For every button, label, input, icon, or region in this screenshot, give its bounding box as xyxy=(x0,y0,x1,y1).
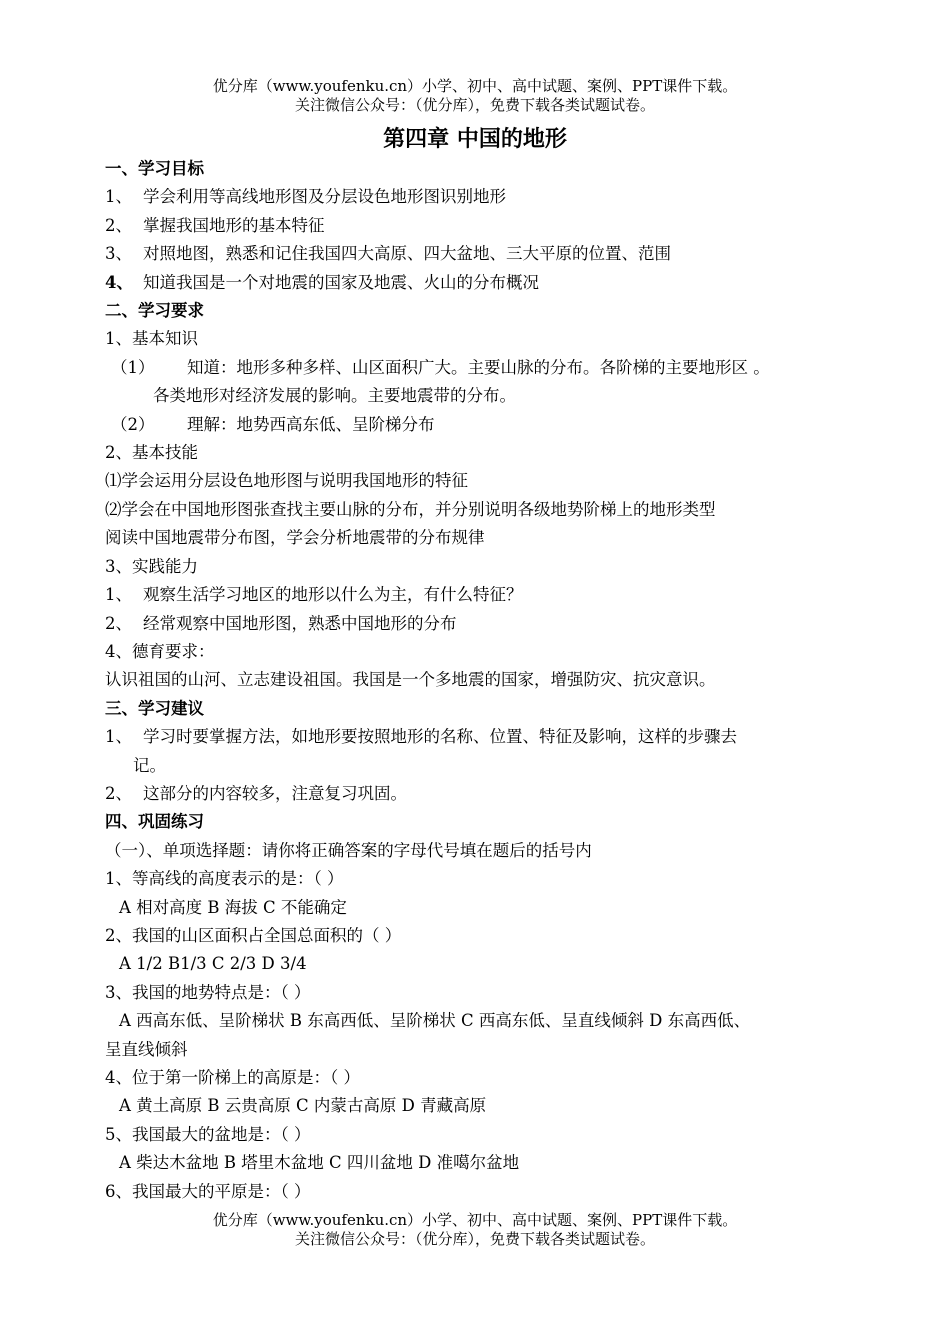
chapter-title: 第四章 中国的地形 xyxy=(383,126,567,152)
basic-knowledge-heading: 1、基本知识 xyxy=(105,329,198,349)
practice-item-1 xyxy=(105,581,865,609)
header-line-1: 优分库（www.youfenku.cn）小学、初中、高中试题、案例、PPT课件下载。 xyxy=(212,77,738,95)
suggestion-item-1 xyxy=(105,723,865,751)
practice-text: 经常观察中国地形图，熟悉中国地形的分布 xyxy=(143,613,457,633)
goal-item-1 xyxy=(105,183,865,211)
question-5-options: A 柴达木盆地 B 塔里木盆地 C 四川盆地 D 准噶尔盆地 xyxy=(119,1153,520,1173)
knowledge-item-1-cont: 各类地形对经济发展的影响。主要地震带的分布。 xyxy=(153,386,516,406)
question-1: 1、等高线的高度表示的是：（ ） xyxy=(105,869,344,889)
practice-num: 1、 xyxy=(105,585,132,605)
suggestion-num: 1、 xyxy=(105,727,132,747)
practice-item-2 xyxy=(105,610,865,638)
question-1-options: A 相对高度 B 海拔 C 不能确定 xyxy=(119,897,347,917)
question-4-options: A 黄土高原 B 云贵高原 C 内蒙古高原 D 青藏高原 xyxy=(119,1096,487,1116)
goal-text: 知道我国是一个对地震的国家及地震、火山的分布概况 xyxy=(143,272,539,292)
section-heading-suggestions: 三、学习建议 xyxy=(105,698,204,718)
page-header xyxy=(0,77,950,115)
practice-text: 观察生活学习地区的地形以什么为主，有什么特征？ xyxy=(143,585,523,605)
suggestion-num: 2、 xyxy=(105,783,132,803)
section-heading-goals: 一、学习目标 xyxy=(105,159,204,178)
section-heading-requirements: 二、学习要求 xyxy=(105,301,204,321)
knowledge-num: （2） xyxy=(111,414,155,434)
skill-item-3: 阅读中国地震带分布图，学会分析地震带的分布规律 xyxy=(105,528,485,548)
goal-item-3 xyxy=(105,240,865,268)
knowledge-text: 知道：地形多种多样、山区面积广大。主要山脉的分布。各阶梯的主要地形区 。 xyxy=(187,357,770,377)
page-footer xyxy=(0,1211,950,1249)
footer-line-1: 优分库（www.youfenku.cn）小学、初中、高中试题、案例、PPT课件下载。 xyxy=(212,1211,738,1229)
question-2: 2、我国的山区面积占全国总面积的（ ） xyxy=(105,925,402,945)
practice-heading: 3、实践能力 xyxy=(105,556,198,576)
knowledge-num: （1） xyxy=(111,357,155,377)
question-2-options: A 1/2 B1/3 C 2/3 D 3/4 xyxy=(119,954,307,974)
section-heading-exercises: 四、巩固练习 xyxy=(105,812,204,832)
goal-text: 学会利用等高线地形图及分层设色地形图识别地形 xyxy=(143,187,506,207)
goal-item-2 xyxy=(105,212,865,240)
basic-skills-heading: 2、基本技能 xyxy=(105,443,198,463)
footer-line-2: 关注微信公众号：（优分库），免费下载各类试题试卷。 xyxy=(294,1230,655,1248)
suggestion-item-1-cont: 记。 xyxy=(133,755,166,775)
suggestion-text: 这部分的内容较多，注意复习巩固。 xyxy=(143,783,407,803)
knowledge-item-2 xyxy=(105,411,865,439)
goal-num: 4、 xyxy=(105,272,133,292)
knowledge-text: 理解：地势西高东低、呈阶梯分布 xyxy=(187,414,435,434)
header-line-2: 关注微信公众号：（优分库），免费下载各类试题试卷。 xyxy=(294,96,655,114)
question-6: 6、我国最大的平原是：（ ） xyxy=(105,1181,311,1201)
question-5: 5、我国最大的盆地是：（ ） xyxy=(105,1124,311,1144)
goal-text: 掌握我国地形的基本特征 xyxy=(143,215,325,235)
moral-heading: 4、德育要求： xyxy=(105,641,215,661)
practice-num: 2、 xyxy=(105,613,132,633)
knowledge-item-1 xyxy=(105,354,865,382)
moral-text: 认识祖国的山河、立志建设祖国。我国是一个多地震的国家，增强防灾、抗灾意识。 xyxy=(105,670,716,690)
goal-num: 2、 xyxy=(105,215,132,235)
exercise-intro: （一）、单项选择题：请你将正确答案的字母代号填在题后的括号内 xyxy=(105,840,592,860)
document-body xyxy=(105,155,865,1206)
suggestion-item-2 xyxy=(105,780,865,808)
goal-num: 1、 xyxy=(105,187,132,207)
goal-text: 对照地图，熟悉和记住我国四大高原、四大盆地、三大平原的位置、范围 xyxy=(143,244,671,264)
question-3-options: A 西高东低、呈阶梯状 B 东高西低、呈阶梯状 C 西高东低、呈直线倾斜 D 东高西低、 xyxy=(119,1011,751,1031)
suggestion-text: 学习时要掌握方法，如地形要按照地形的名称、位置、特征及影响，这样的步骤去 xyxy=(143,727,737,747)
skill-item-2: ⑵学会在中国地形图张查找主要山脉的分布，并分别说明各级地势阶梯上的地形类型 xyxy=(105,499,716,519)
goal-item-4 xyxy=(105,269,865,297)
skill-item-1: ⑴学会运用分层设色地形图与说明我国地形的特征 xyxy=(105,471,468,491)
question-3: 3、我国的地势特点是：（ ） xyxy=(105,982,311,1002)
goal-num: 3、 xyxy=(105,244,132,264)
question-3-options-cont: 呈直线倾斜 xyxy=(105,1039,188,1059)
question-4: 4、位于第一阶梯上的高原是：（ ） xyxy=(105,1068,360,1087)
